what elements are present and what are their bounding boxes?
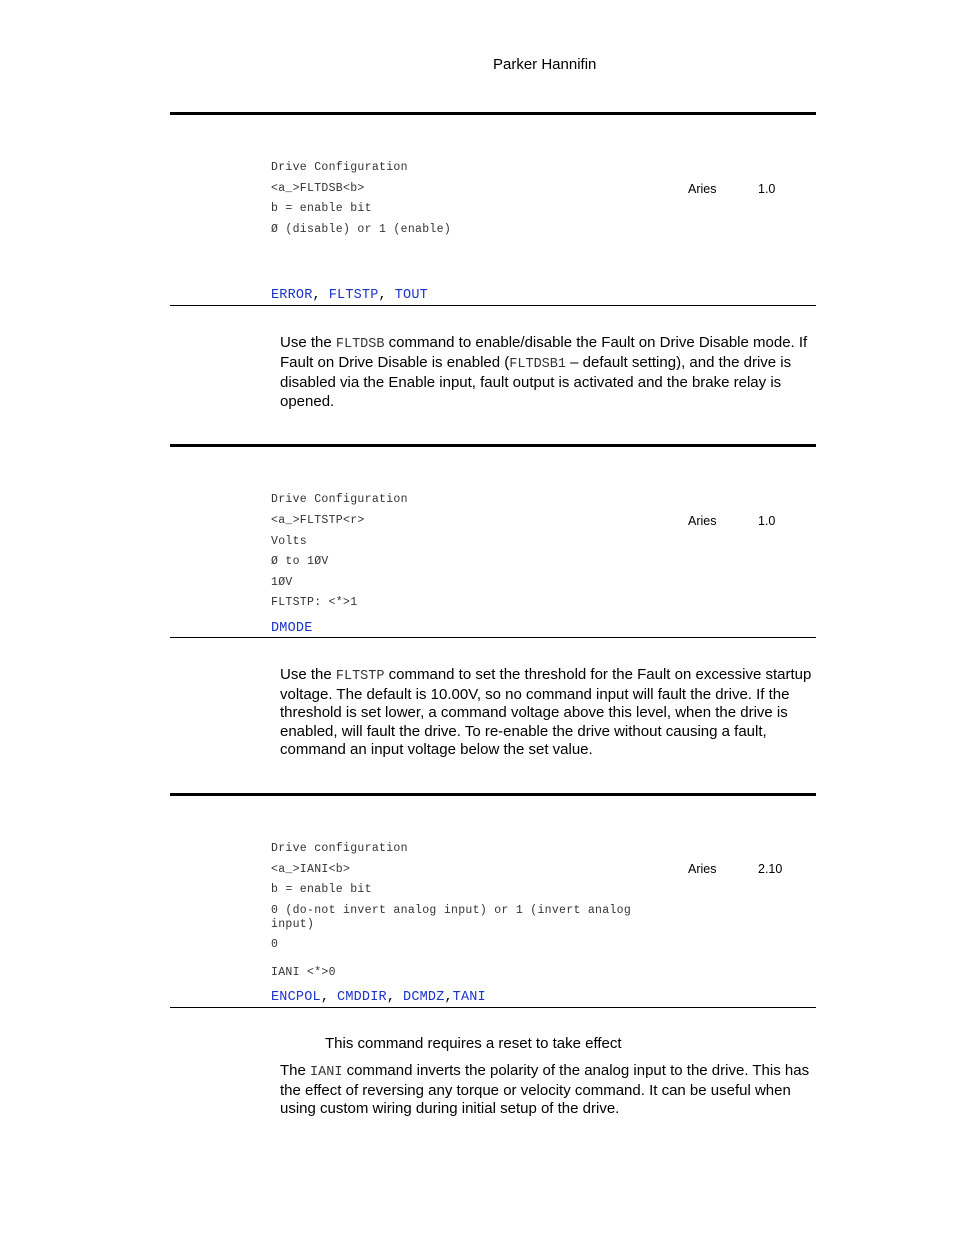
command-type: Drive Configuration xyxy=(271,493,408,506)
product-name: Aries xyxy=(688,514,717,528)
product-rev: 1.0 xyxy=(758,514,776,528)
description-text: Use the xyxy=(280,666,336,683)
see-also-link[interactable]: CMDDIR xyxy=(337,990,387,1005)
see-also-link[interactable]: DCMDZ xyxy=(403,990,445,1005)
section-divider xyxy=(170,305,816,306)
inline-code: FLTSTP xyxy=(335,669,385,684)
see-also-link[interactable]: DMODE xyxy=(271,621,313,636)
see-also-list xyxy=(271,618,313,636)
command-range: Ø (disable) or 1 (enable) xyxy=(271,223,452,236)
description-text: command to set the threshold for the Fault on excessive startup voltage. The default is 10.00V, so no command input will fault the drive. If the threshold is set lower, a command voltage above this level, when the drive is enabled, will fault the drive. To re-enable the drive without causing a fault, command an input voltage below the set value. xyxy=(280,666,812,758)
product-name: Aries xyxy=(688,862,717,876)
command-type: Drive configuration xyxy=(271,842,408,855)
command-description xyxy=(280,1062,815,1119)
see-also-link[interactable]: TANI xyxy=(452,990,486,1005)
description-text: command inverts the polarity of the analog input to the drive. This has the effect of reversing any torque or velocity command. It can be useful when using custom wiring during initial setup of the drive. xyxy=(280,1062,810,1118)
description-text: Use the xyxy=(280,334,336,351)
see-also-link[interactable]: TOUT xyxy=(394,288,428,303)
section-divider xyxy=(170,793,816,796)
product-rev: 1.0 xyxy=(758,182,776,196)
section-divider xyxy=(170,1007,816,1008)
command-response: IANI <*>0 xyxy=(271,966,336,979)
see-also-link[interactable]: ENCPOL xyxy=(271,990,321,1005)
see-also-link[interactable]: FLTSTP xyxy=(328,288,379,303)
command-units: Volts xyxy=(271,535,308,548)
command-units: b = enable bit xyxy=(271,202,372,215)
description-text: command to enable/disable the Fault on Drive Disable mode. If Fault on Drive Disable is enabled ( xyxy=(280,334,808,372)
see-also-link[interactable]: ERROR xyxy=(271,288,313,303)
command-units: b = enable bit xyxy=(271,883,372,896)
command-default: 1ØV xyxy=(271,576,293,589)
section-divider xyxy=(170,637,816,638)
command-range: 0 (do-not invert analog input) or 1 (invert analog xyxy=(271,904,632,917)
reset-note: This command requires a reset to take effect xyxy=(325,1035,622,1052)
command-description xyxy=(280,666,815,759)
see-also-list: ERROR, FLTSTP, TOUT xyxy=(271,288,428,303)
inline-code: FLTDSB1 xyxy=(509,357,566,373)
product-rev: 2.10 xyxy=(758,862,783,876)
command-syntax: <a_>FLTDSB<b> xyxy=(271,182,365,195)
inline-code: IANI xyxy=(310,1065,343,1080)
section-divider xyxy=(170,444,816,447)
inline-code: FLTDSB xyxy=(335,337,385,352)
command-range: Ø to 1ØV xyxy=(271,555,329,568)
command-description xyxy=(280,334,815,411)
command-response: FLTSTP: <*>1 xyxy=(271,596,358,609)
page-header: Parker Hannifin xyxy=(493,56,597,73)
command-syntax: <a_>FLTSTP<r> xyxy=(271,514,365,527)
see-also-list: ENCPOL, CMDDIR, DCMDZ,TANI xyxy=(271,990,486,1005)
command-type: Drive Configuration xyxy=(271,161,408,174)
command-range-cont: input) xyxy=(271,918,315,931)
command-syntax: <a_>IANI<b> xyxy=(271,863,351,876)
section-divider xyxy=(170,112,816,115)
description-text: The xyxy=(280,1062,311,1079)
command-default: 0 xyxy=(271,938,279,951)
product-name: Aries xyxy=(688,182,717,196)
description-text: – default setting), and the drive is disabled via the Enable input, fault output is activated and the brake relay is opened. xyxy=(280,354,792,410)
